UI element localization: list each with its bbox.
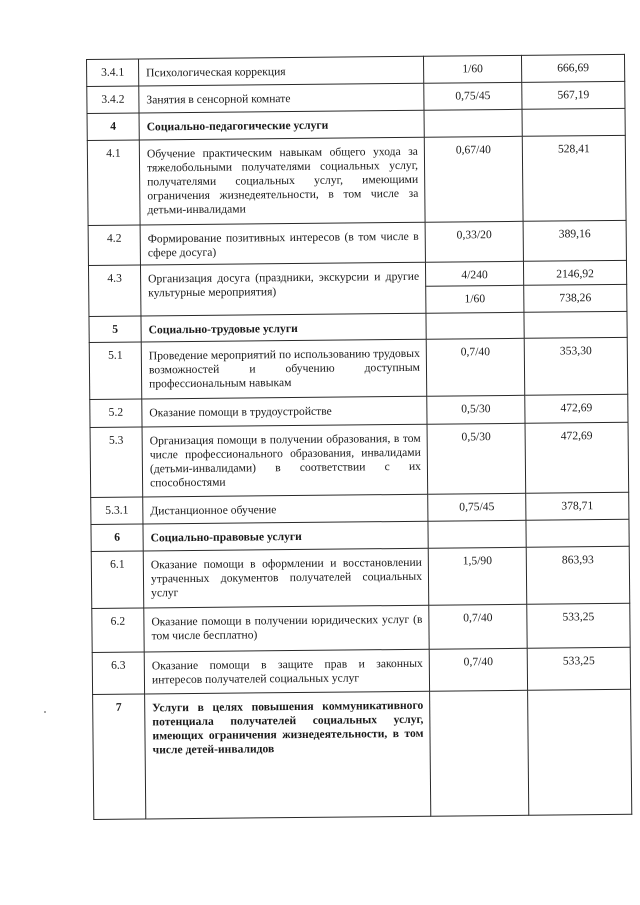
row-number: 4.1: [87, 140, 140, 225]
time-norm: 0,7/40: [429, 604, 527, 649]
service-price: 353,30: [524, 337, 628, 395]
service-name: Проведение мероприятий по использованию трудовых возможностей и обучению доступным профессиональным навыкам: [141, 339, 427, 399]
service-price: 738,26: [524, 284, 627, 312]
table-row: [88, 220, 626, 265]
row-number: 5.3.1: [91, 497, 143, 524]
service-price: 666,69: [521, 54, 624, 82]
time-norm: 0,7/40: [429, 648, 527, 691]
service-name: Организация помощи в получении образования, в том числе профессионального образования, инвалидами (детьми-инвалидами) в соответствии с их способностями: [142, 424, 428, 497]
service-price: 567,19: [522, 81, 625, 109]
row-number: 6.2: [92, 608, 144, 652]
row-number: 4.2: [88, 225, 140, 265]
table-row: [90, 422, 629, 497]
row-number: 5.2: [90, 399, 142, 427]
table-row: [91, 546, 630, 608]
table-row: [87, 135, 626, 225]
services-table: [86, 54, 632, 820]
section-title: Социально-правовые услуги: [143, 521, 428, 551]
service-name: Обучение практическим навыкам общего ухода за тяжелобольными получателями социальных услуг, получателями социальных услуг, имеющими ограничения жизнедеятельности, в том числе за детьми-инвалидами: [139, 137, 425, 225]
service-name: Оказание помощи в защите прав и законных интересов получателей социальных услуг: [144, 649, 429, 694]
row-number: 4.3: [88, 265, 140, 316]
time-norm: 0,7/40: [426, 338, 525, 396]
service-name: Оказание помощи в трудоустройстве: [142, 396, 427, 427]
service-name: Психологическая коррекция: [139, 56, 424, 86]
row-number: 6.1: [91, 551, 144, 608]
scan-speck: [44, 711, 46, 713]
service-price: [522, 108, 625, 136]
time-norm: 0,33/20: [425, 221, 523, 262]
service-price: [524, 311, 627, 338]
service-price: 472,69: [525, 422, 629, 493]
service-price: 378,71: [526, 492, 629, 520]
service-name: Формирование позитивных интересов (в том числе в сфере досуга): [140, 222, 425, 265]
section-title: Услуги в целях повышения коммуникативного потенциала получателей социальных услуг, имеющих ограничения жизнедеятельности, в том числе детей-инвалидов: [145, 691, 431, 819]
section-number: 4: [87, 113, 139, 140]
service-name: Дистанционное обучение: [143, 494, 428, 524]
row-number: 5.1: [89, 342, 142, 399]
table-row: [92, 603, 630, 652]
service-name: Организация досуга (праздники, экскурсии и другие культурные мероприятия): [140, 262, 425, 316]
service-price: 533,25: [527, 647, 630, 690]
time-norm: [428, 520, 526, 548]
service-name: Оказание помощи в оформлении и восстановлении утраченных документов получателей социальных услуг: [143, 548, 429, 608]
time-norm: 1/60: [426, 285, 524, 313]
row-number: 6.3: [92, 652, 144, 694]
service-price: 863,93: [526, 546, 630, 604]
time-norm: 1,5/90: [428, 547, 527, 605]
service-price: 533,25: [527, 603, 630, 648]
row-number: 5.3: [90, 427, 143, 497]
section-number: 5: [89, 316, 141, 342]
time-norm: [424, 109, 522, 137]
service-price: 528,41: [522, 135, 626, 221]
service-name: Занятия в сенсорной комнате: [139, 83, 424, 113]
section-row: [93, 689, 632, 819]
service-price: 389,16: [523, 220, 626, 261]
table-row: [92, 647, 630, 694]
service-price: [526, 519, 629, 547]
time-norm: 0,75/45: [428, 493, 526, 521]
section-number: 6: [91, 524, 143, 551]
time-norm: 0,5/30: [427, 395, 525, 424]
time-norm: 0,67/40: [424, 136, 523, 222]
time-norm: [426, 312, 524, 339]
time-norm: 0,5/30: [427, 423, 526, 494]
row-number: 3.4.2: [87, 86, 139, 113]
time-norm: [430, 690, 529, 816]
service-price: 472,69: [525, 394, 628, 423]
time-norm: 4/240: [425, 261, 523, 286]
time-norm: 1/60: [423, 55, 521, 83]
service-name: Оказание помощи в получении юридических услуг (в том числе бесплатно): [144, 605, 429, 652]
row-number: 3.4.1: [87, 59, 139, 86]
time-norm: 0,75/45: [424, 82, 522, 110]
section-title: Социально-педагогические услуги: [139, 110, 424, 140]
service-price: [528, 689, 632, 815]
service-price: 2146,92: [523, 260, 626, 285]
section-number: 7: [93, 694, 146, 819]
table-row: [89, 337, 628, 399]
section-title: Социально-трудовые услуги: [141, 313, 426, 342]
